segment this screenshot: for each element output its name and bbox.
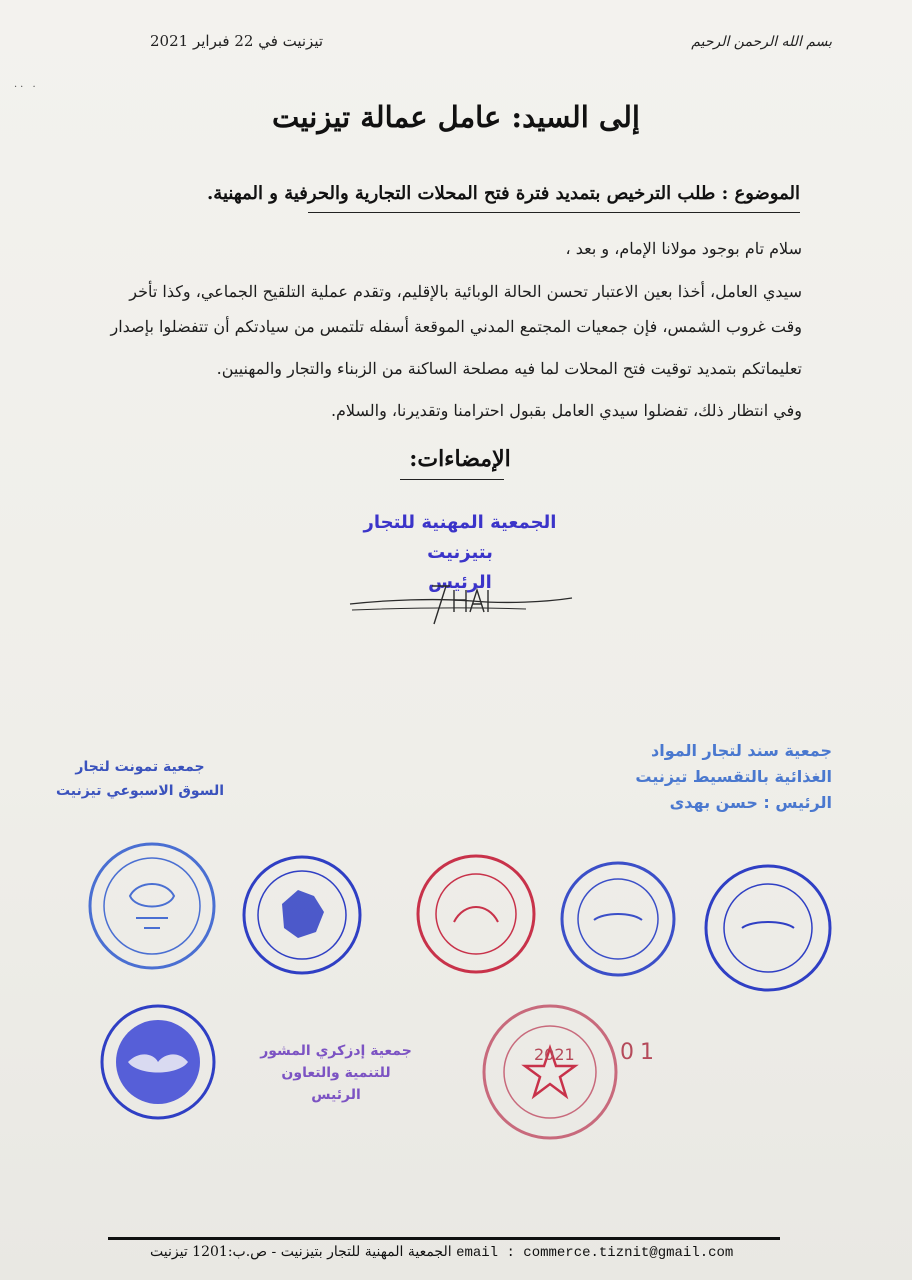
subject-underline [308, 212, 800, 213]
closing-line: وفي انتظار ذلك، تفضلوا سيدي العامل بقبول احترامنا وتقديرنا، والسلام. [330, 401, 802, 420]
signatures-heading: الإمضاءات: [409, 446, 511, 472]
stamp-line: للتنمية والتعاون [281, 1065, 391, 1081]
stamp-line: الرئيس [311, 1087, 361, 1103]
basmala-text: بسم الله الرحمن الرحيم [691, 34, 832, 50]
stamp-line: جمعية سند لتجار المواد [651, 741, 832, 760]
round-seal-icon [240, 850, 364, 980]
official-star-seal-icon [480, 1002, 620, 1142]
signatures-underline [400, 479, 504, 480]
seal-number: 01 [620, 1040, 660, 1065]
round-seal-icon [86, 840, 218, 972]
greeting-line: سلام تام بوجود مولانا الإمام، و بعد ، [565, 239, 802, 258]
stamp-line: الرئيس [428, 572, 492, 593]
seal-year: 2021 [534, 1045, 575, 1064]
round-seal-icon [558, 856, 678, 982]
body-line-2: وقت غروب الشمس، فإن جمعيات المجتمع المدني الموقعة أسفله تلتمس من سيادتكم أن تتفضلوا بإصدار [110, 317, 802, 336]
stamp-line: الرئيس : حسن بهدى [669, 793, 832, 812]
footer-email: email : commerce.tiznit@gmail.com [456, 1245, 734, 1261]
handshake-seal-icon [98, 1002, 218, 1122]
footer-address: الجمعية المهنية للتجار بتيزنيت - ص.ب:1201 تيزنيت [150, 1244, 452, 1260]
body-line-1: سيدي العامل، أخذا بعين الاعتبار تحسن الحالة الوبائية بالإقليم، وتقدم عملية التلقيح الجماعي، وكذا تأخر [129, 282, 802, 301]
round-seal-icon [414, 852, 538, 976]
recipient-heading: إلى السيد: عامل عمالة تيزنيت [272, 100, 640, 134]
footer-rule [108, 1237, 780, 1240]
footer-contact [150, 1244, 733, 1261]
stamp-line: بتيزنيت [427, 542, 493, 563]
decorative-dots: ·· · [14, 82, 39, 93]
stamp-line: السوق الاسبوعي تيزنيت [55, 783, 225, 799]
round-seal-icon [702, 862, 834, 994]
body-line-3: تعليماتكم بتمديد توقيت فتح المحلات لما فيه مصلحة الساكنة من الزبناء والتجار والمهنيين. [216, 359, 802, 378]
stamp-line: جمعية تمونت لتجار [75, 759, 205, 775]
stamp-line: الغذائية بالتقسيط تيزنيت [635, 767, 832, 786]
subject-line: الموضوع : طلب الترخيص بتمديد فترة فتح المحلات التجارية والحرفية و المهنية. [207, 183, 800, 204]
handwritten-signature [346, 582, 576, 628]
stamp-tamount-association [40, 755, 240, 803]
stamp-line: جمعية إدزكري المشور [260, 1043, 412, 1059]
letter-date: تيزنيت في 22 فبراير 2021 [150, 32, 324, 50]
stamp-sanad-association [612, 738, 832, 816]
stamp-line: الجمعية المهنية للتجار [363, 512, 557, 533]
stamp-idzkri-association [248, 1040, 424, 1106]
